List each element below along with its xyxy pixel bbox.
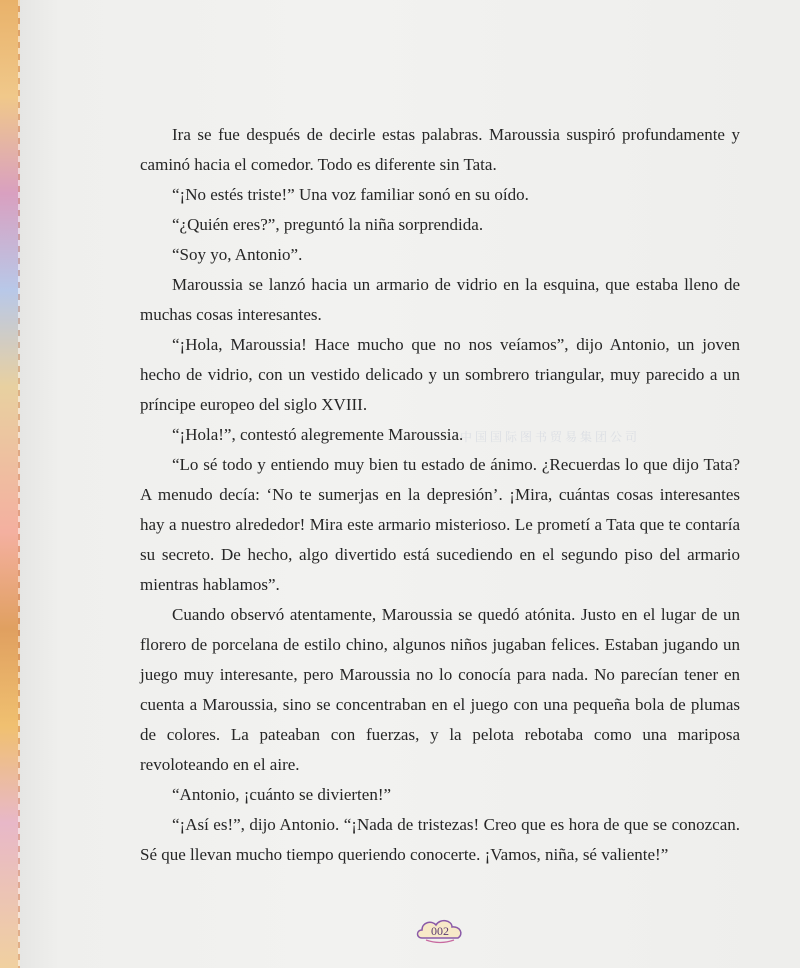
paragraph: “¡No estés triste!” Una voz familiar sonó en su oído. bbox=[172, 185, 529, 204]
paragraph: “¡Hola!”, contestó alegremente Maroussia. bbox=[172, 425, 464, 444]
paragraph: “Lo sé todo y entiendo muy bien tu estado de ánimo. ¿Recuerdas lo que dijo Tata? A menudo decía: ‘No te sumerjas en la depresión’. ¡Mira, cuántas cosas interesantes hay a nuestro alrededor! Mira este armario misterioso. Le prometí a Tata que te contaría su secreto. De hecho, algo divertido está sucediendo en el segundo piso del armario mientras hablamos”. bbox=[140, 455, 740, 594]
page-number: 002 bbox=[431, 923, 449, 938]
paragraph: “¡Así es!”, dijo Antonio. “¡Nada de tristezas! Creo que es hora de que se conozcan. Sé que llevan mucho tiempo queriendo conocerte. ¡Vamos, niña, sé valiente!” bbox=[140, 815, 740, 864]
paragraph: Maroussia se lanzó hacia un armario de vidrio en la esquina, que estaba lleno de muchas cosas interesantes. bbox=[140, 275, 740, 324]
watermark: 中国国际图书贸易集团公司 bbox=[460, 430, 641, 444]
paragraph: “¿Quién eres?”, preguntó la niña sorprendida. bbox=[172, 215, 484, 234]
paragraph: “¡Hola, Maroussia! Hace mucho que no nos veíamos”, dijo Antonio, un joven hecho de vidrio, con un vestido delicado y un sombrero triangular, muy parecido a un príncipe europeo del siglo XVIII. bbox=[140, 335, 740, 414]
page-number-badge bbox=[414, 916, 466, 946]
paragraph: “Soy yo, Antonio”. bbox=[172, 245, 303, 264]
body-text bbox=[140, 120, 740, 870]
paragraph: Cuando observó atentamente, Maroussia se quedó atónita. Justo en el lugar de un florero de porcelana de estilo chino, algunos niños jugaban felices. Estaban jugando un juego muy interesante, pero Maroussia no lo conocía para nada. No parecían tener en cuenta a Maroussia, sino se concentraban en el juego con una pequeña bola de plumas de colores. La pateaban con fuerzas, y la pelota rebotaba como una mariposa revoloteando en el aire. bbox=[140, 605, 740, 774]
paragraph: “Antonio, ¡cuánto se divierten!” bbox=[172, 785, 392, 804]
paragraph: Ira se fue después de decirle estas palabras. Maroussia suspiró profundamente y caminó hacia el comedor. Todo es diferente sin Tata. bbox=[140, 125, 740, 174]
